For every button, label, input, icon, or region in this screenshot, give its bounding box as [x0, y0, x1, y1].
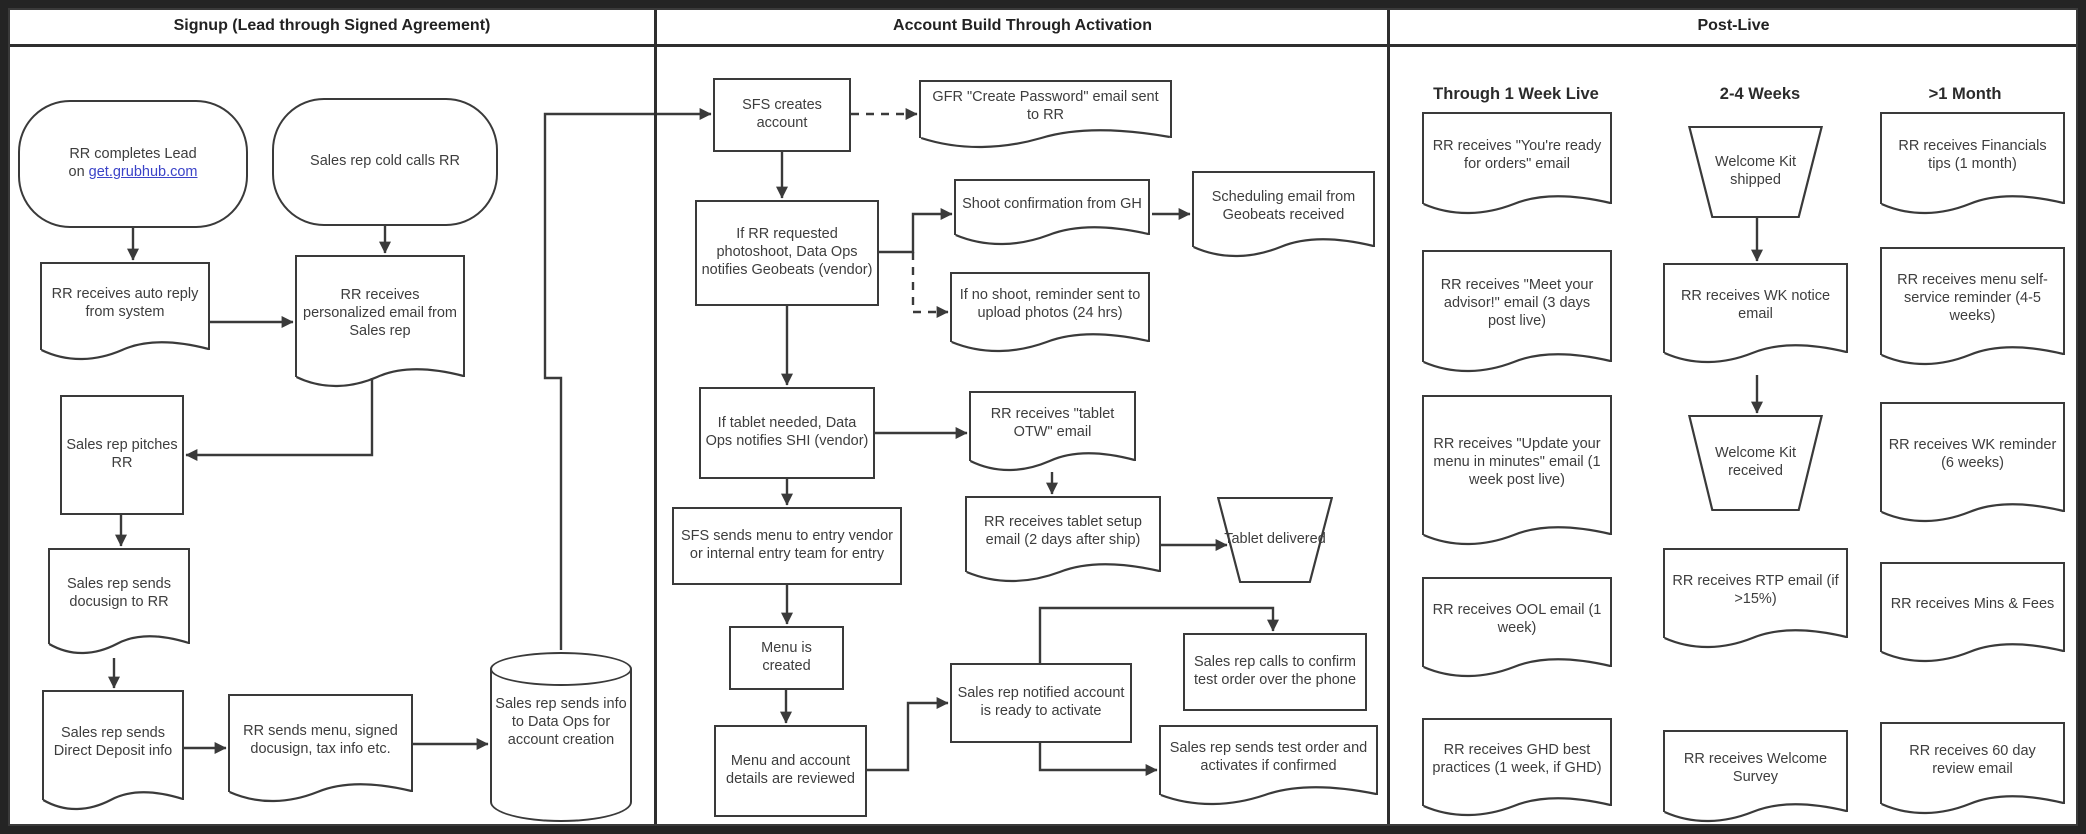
node-wk-reminder: RR receives WK reminder (6 weeks) — [1880, 402, 2065, 512]
document-wave — [48, 630, 190, 658]
node-welcome-kit-shipped: Welcome Kit shipped — [1688, 126, 1823, 218]
node-rr-sends-menu: RR sends menu, signed docusign, tax info etc. — [228, 694, 413, 792]
section-divider-2 — [1387, 8, 1390, 826]
node-cold-call: Sales rep cold calls RR — [272, 98, 498, 226]
node-menu-self-service-reminder: RR receives menu self-service reminder (4-5 weeks) — [1880, 247, 2065, 355]
document-wave — [295, 363, 465, 391]
node-tablet-otw-email: RR receives "tablet OTW" email — [969, 391, 1136, 461]
section-title-signup: Signup (Lead through Signed Agreement) — [173, 17, 491, 34]
node-personalized-email: RR receives personalized email from Sales rep — [295, 255, 465, 377]
connector-photoshoot-to-noshoot — [913, 252, 948, 312]
node-scheduling-email: Scheduling email from Geobeats received — [1192, 171, 1375, 247]
node-test-order-call: Sales rep calls to confirm test order over the phone — [1183, 633, 1367, 711]
document-wave — [1159, 781, 1378, 809]
node-ool-email: RR receives OOL email (1 week) — [1422, 577, 1612, 667]
document-wave — [1880, 638, 2065, 666]
node-data-ops-database: Sales rep sends info to Data Ops for account creation — [490, 652, 632, 822]
node-ready-for-orders-email: RR receives "You're ready for orders" email — [1422, 112, 1612, 204]
node-tablet-setup-email: RR receives tablet setup email (2 days after ship) — [965, 496, 1161, 572]
column-header-week1: Through 1 Week Live — [1433, 84, 1599, 103]
node-update-menu-email: RR receives "Update your menu in minutes" email (1 week post live) — [1422, 395, 1612, 535]
connector-reviewed-to-notified — [867, 703, 948, 770]
cylinder-top — [490, 652, 632, 686]
document-wave — [42, 786, 184, 814]
document-wave — [1880, 341, 2065, 369]
connector-photoshoot-to-confirmation — [879, 214, 952, 252]
document-wave — [1663, 798, 1848, 826]
node-no-shoot-reminder: If no shoot, reminder sent to upload photos (24 hrs) — [950, 272, 1150, 342]
document-wave — [1192, 233, 1375, 261]
node-welcome-kit-received: Welcome Kit received — [1688, 415, 1823, 511]
node-auto-reply: RR receives auto reply from system — [40, 262, 210, 350]
node-wk-notice-email: RR receives WK notice email — [1663, 263, 1848, 353]
node-ready-to-activate: Sales rep notified account is ready to activate — [950, 663, 1132, 743]
node-menu-reviewed: Menu and account details are reviewed — [714, 725, 867, 817]
node-welcome-survey: RR receives Welcome Survey — [1663, 730, 1848, 812]
document-wave — [1422, 190, 1612, 218]
header-divider — [8, 44, 2078, 47]
node-rtp-email: RR receives RTP email (if >15%) — [1663, 548, 1848, 638]
node-meet-advisor-email: RR receives "Meet your advisor!" email (3 days post live) — [1422, 250, 1612, 362]
node-60-day-review: RR receives 60 day review email — [1880, 722, 2065, 804]
get-grubhub-link[interactable]: get.grubhub.com — [88, 164, 198, 180]
section-divider-1 — [654, 8, 657, 826]
section-title-account-build: Account Build Through Activation — [893, 17, 1152, 34]
node-docusign-sent: Sales rep sends docusign to RR — [48, 548, 190, 644]
node-menu-created: Menu is created — [729, 626, 844, 690]
node-create-password-email: GFR "Create Password" email sent to RR — [919, 80, 1172, 138]
document-wave — [1422, 792, 1612, 820]
document-wave — [1663, 624, 1848, 652]
node-photoshoot-geobeats: If RR requested photoshoot, Data Ops notifies Geobeats (vendor) — [695, 200, 879, 306]
node-ghd-best-practices: RR receives GHD best practices (1 week, if GHD) — [1422, 718, 1612, 806]
column-header-2-4-weeks: 2-4 Weeks — [1719, 84, 1801, 103]
column-header-1-month: >1 Month — [1928, 84, 2002, 103]
node-lead-complete: RR completes Lead on get.grubhub.com — [18, 100, 248, 228]
node-menu-entry: SFS sends menu to entry vendor or internal entry team for entry — [672, 507, 902, 585]
node-tablet-delivered: Tablet delivered — [1217, 497, 1333, 583]
section-title-post-live: Post-Live — [1697, 17, 1770, 34]
document-wave — [1422, 348, 1612, 376]
document-wave — [228, 778, 413, 806]
document-wave — [1422, 653, 1612, 681]
document-wave — [40, 336, 210, 364]
document-wave — [1422, 521, 1612, 549]
document-wave — [969, 447, 1136, 475]
connector-notified-to-testorder — [1040, 743, 1157, 770]
node-direct-deposit: Sales rep sends Direct Deposit info — [42, 690, 184, 800]
node-financials-tips: RR receives Financials tips (1 month) — [1880, 112, 2065, 204]
node-shoot-confirmation: Shoot confirmation from GH — [954, 179, 1150, 235]
document-wave — [965, 558, 1161, 586]
node-sfs-creates-account: SFS creates account — [713, 78, 851, 152]
document-wave — [919, 124, 1172, 152]
document-wave — [1880, 190, 2065, 218]
document-wave — [1880, 790, 2065, 818]
document-wave — [950, 328, 1150, 356]
document-wave — [1663, 339, 1848, 367]
document-wave — [1880, 498, 2065, 526]
node-pitch: Sales rep pitches RR — [60, 395, 184, 515]
node-test-order-activate: Sales rep sends test order and activates if confirmed — [1159, 725, 1378, 795]
node-mins-and-fees: RR receives Mins & Fees — [1880, 562, 2065, 652]
document-wave — [954, 221, 1150, 249]
node-tablet-shi: If tablet needed, Data Ops notifies SHI (vendor) — [699, 387, 875, 479]
